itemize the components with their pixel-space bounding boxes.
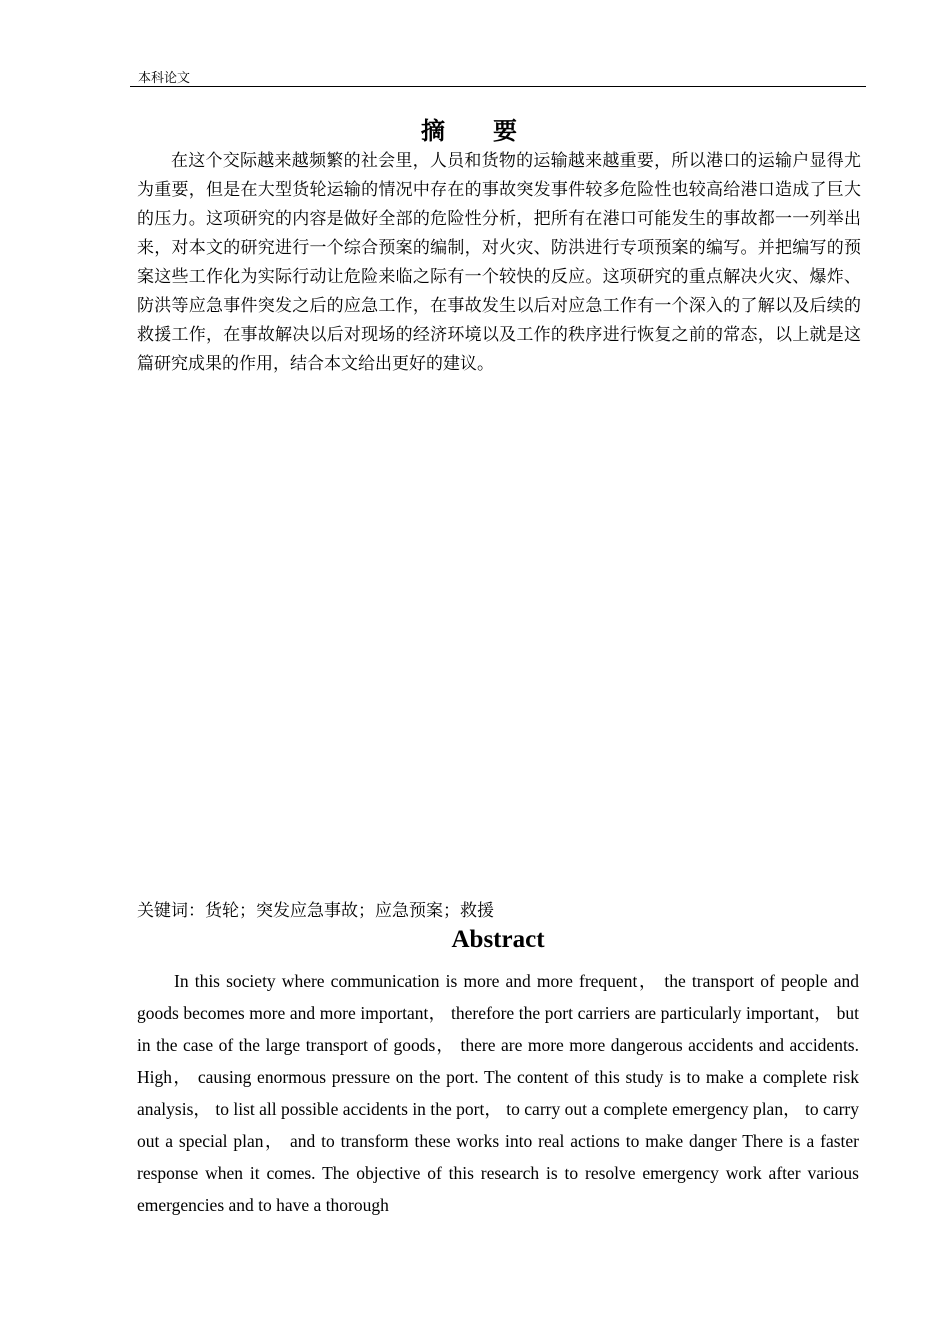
chinese-abstract-paragraph: 在这个交际越来越频繁的社会里，人员和货物的运输越来越重要，所以港口的运输户显得尤为重要，但是在大型货轮运输的情况中存在的事故突发事件较多危险性也较高给港口造成了巨大的压力。这项研究的内容是做好全部的危险性分析，把所有在港口可能发生的事故都一一列举出来，对本文的研究进行一个综合预案的编制，对火灾、防洪进行专项预案的编写。并把编写的预案这些工作化为实际行动让危险来临之际有一个较快的反应。这项研究的重点解决火灾、爆炸、防洪等应急事件突发之后的应急工作，在事故发生以后对应急工作有一个深入的了解以及后续的救援工作，在事故解决以后对现场的经济环境以及工作的秩序进行恢复之前的常态，以上就是这篇研究成果的作用，结合本文给出更好的建议。 <box>137 151 861 374</box>
chinese-abstract-title: 摘 要 <box>421 117 529 145</box>
header-text: 本科论文 <box>138 71 191 86</box>
english-abstract-body <box>137 965 859 1221</box>
english-abstract-paragraph: In this society where communication is more and more frequent， the transport of people and goods becomes more and more important， therefore the port carriers are particularly important， but in the case of the large transport of goods， there are more more dangerous accidents and accidents. High， causing enormous pressure on the port. The content of this study is to make a complete risk analysis， to list all possible accidents in the port， to carry out a complete emergency plan， to carry out a special plan， and to transform these works into real actions to make danger There is a faster response when it comes. The objective of this research is to resolve emergency work after various emergencies and to have a thorough <box>137 971 859 1215</box>
chinese-abstract-body <box>137 147 861 379</box>
page-header <box>130 64 866 87</box>
english-abstract-title: Abstract <box>451 926 545 953</box>
keywords-line: 关键词：货轮；突发应急事故；应急预案；救援 <box>137 901 494 921</box>
